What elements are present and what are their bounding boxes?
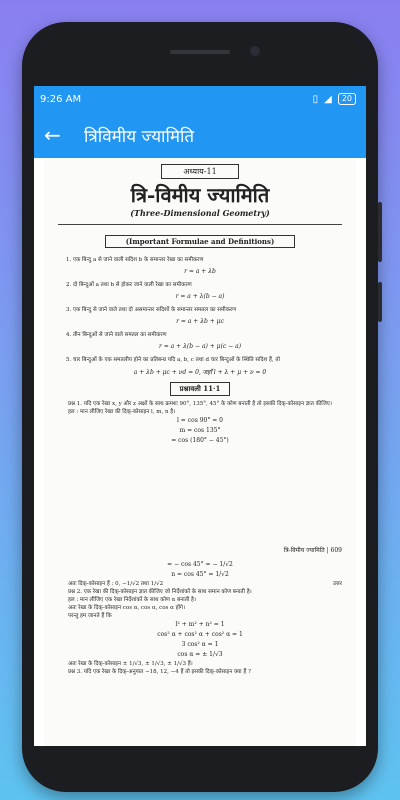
- q2-solution: हल : मान लीजिए एक रेखा निर्देशांकों के साथ कोण α बनाती है।: [68, 597, 197, 603]
- question-1: प्रश्न 1. यदि एक रेखा x, y और z अक्षों के साथ क्रमशः 90°, 135°, 45° के कोण बनाती है तो इसकी दिक्-कोसाइन ज्ञात कीजिए।: [68, 401, 332, 407]
- app-title: त्रिविमीय ज्यामिति: [84, 126, 195, 147]
- formula: r = a + λ(b − a): [175, 293, 225, 300]
- formula: r = a + λb: [184, 268, 216, 275]
- volume-button: [378, 202, 382, 262]
- signal-icon: ◢: [324, 93, 332, 105]
- status-bar: [34, 86, 366, 112]
- screen: [34, 86, 366, 746]
- equation: m = cos 135°: [179, 427, 221, 434]
- page-break: [58, 446, 342, 546]
- formula-item: 1. एक बिन्दु a से जाने वाली सदिश b के समान्तर रेखा का समीकरण: [66, 257, 204, 263]
- formula: r = a + λb + μc: [176, 318, 224, 325]
- formula: r = a + λ(b − a) + μ(c − a): [158, 343, 242, 350]
- speaker-grille: [170, 50, 230, 54]
- formula-item: 2. दो बिन्दुओं a तथा b से होकर जाने वाली रेखा का समीकरण: [66, 282, 192, 288]
- equation: cos α = ± 1/√3: [177, 651, 223, 658]
- chapter-label: अध्याय-11: [161, 164, 239, 179]
- q2-line: अतः रेखा के दिक्-कोसाइन cos α, cos α, cos α होंगे।: [68, 605, 186, 611]
- q2-line: परन्तु हम जानते हैं कि: [68, 613, 112, 619]
- exercise-title: प्रश्नावली 11·1: [170, 382, 230, 396]
- battery-icon: 20: [338, 93, 356, 105]
- question-2: प्रश्न 2. एक रेखा की दिक्-कोसाइन ज्ञात कीजिए जो निर्देशांकों के साथ समान कोण बनाती है।: [68, 589, 252, 595]
- status-time: 9:26 AM: [40, 93, 82, 105]
- formula-list: [58, 256, 342, 376]
- equation: cos² α + cos² α + cos² α = 1: [157, 631, 243, 638]
- equation: = − cos 45° = − 1/√2: [167, 561, 233, 568]
- arrow-left-icon[interactable]: ←: [44, 123, 61, 147]
- equation: l² + m² + n² = 1: [175, 621, 225, 628]
- power-button: [378, 282, 382, 322]
- question-3: प्रश्न 3. यदि एक रेखा के दिक्-अनुपात −18, 12, −4 हैं तो इसकी दिक्-कोसाइन क्या हैं ?: [68, 669, 251, 675]
- app-bar: [34, 112, 366, 158]
- answer-label: उत्तर: [332, 581, 342, 587]
- document-page[interactable]: [44, 158, 356, 746]
- q2-answer: अतः रेखा के दिक्-कोसाइन ± 1/√3, ± 1/√3, ± 1/√3 हैं।: [68, 661, 193, 667]
- solution-intro: हल : मान लीजिए रेखा की दिक्-कोसाइन l, m, n है।: [68, 409, 176, 415]
- formula: a + λb + μc + νd = 0, जहाँ l + λ + μ + ν = 0: [133, 369, 267, 376]
- chapter-title: त्रि-विमीय ज्यामिति: [130, 183, 270, 207]
- page-header: त्रि-विमीय ज्यामिति | 609: [283, 547, 342, 554]
- equation: = cos (180° − 45°): [171, 437, 229, 444]
- front-camera: [250, 46, 260, 56]
- formula-item: 4. तीन बिन्दुओं से जाने वाले समतल का समीकरण: [66, 332, 167, 338]
- equation: n = cos 45° = 1/√2: [171, 571, 229, 578]
- formula-item: 5. चार बिन्दुओं के एक समतलीय होने का प्रतिबन्ध यदि a, b, c तथा d चार बिन्दुओं के स्थिति सदिश हैं, तो: [66, 357, 280, 363]
- equation: l = cos 90° = 0: [176, 417, 223, 424]
- answer: [68, 580, 342, 588]
- vibrate-icon: ▯: [312, 93, 319, 105]
- answer-text: अतः दिक्-कोसाइन हैं : 0, −1/√2 तथा 1/√2: [68, 581, 164, 587]
- formula-item: 3. एक बिन्दु से जाने वाले तथा दो असमान्तर सदिशों के समान्तर समतल का समीकरण: [66, 307, 237, 313]
- equation: 3 cos² α = 1: [181, 641, 219, 648]
- section-title: (Important Formulae and Definitions): [105, 235, 295, 248]
- english-title: (Three-Dimensional Geometry): [130, 208, 270, 218]
- divider: [58, 224, 342, 225]
